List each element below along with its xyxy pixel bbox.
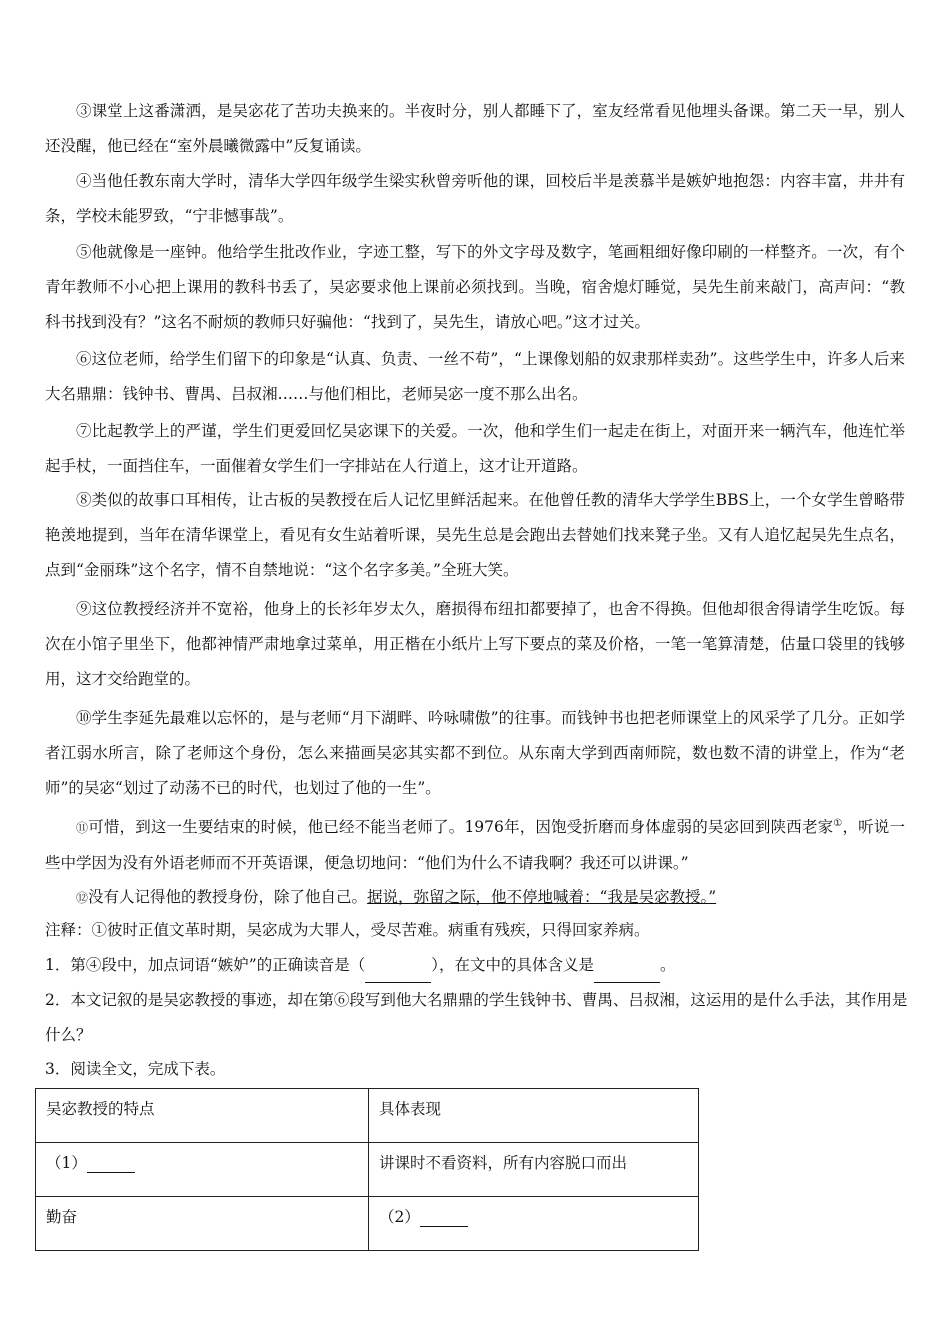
table-cell [369,1197,699,1251]
table-cell-label: （2） [379,1208,420,1226]
paragraph-11-text-a: 可惜，到这一生要结束的时候，他已经不能当老师了。1976年，因饱受折磨而身体虚弱的吴宓回到陕西老家 [88,818,834,836]
question-1-text-c: 。 [659,956,676,974]
question-2: 2．本文记叙的是吴宓教授的事迹，却在第⑥段写到他大名鼎鼎的学生钱钟书、曹禺、吕叔湘，这运用的是什么手法，其作用是什么？ [45,991,908,1044]
footnote-marker: ① [833,817,843,829]
answer-blank-trait[interactable] [87,1154,135,1173]
paragraph-10: ⑩学生李延先最难以忘怀的，是与老师“月下湖畔、吟咏啸傲”的往事。而钱钟书也把老师课堂上的风采学了几分。正如学者江弱水所言，除了老师这个身份，怎么来描画吴宓其实都不到位。从东南大学到西南师院，数也数不清的讲堂上，作为“老师”的吴宓“划过了动荡不已的时代，也划过了他的一生”。 [45,709,905,797]
table-header-cell: 具体表现 [369,1089,699,1143]
table-cell-label: （1） [46,1154,87,1172]
table-header-row [36,1089,699,1143]
answer-blank-meaning[interactable] [594,948,660,983]
question-1-text-b: ），在文中的具体含义是 [431,956,594,974]
question-1 [45,948,910,983]
paragraph-11 [45,810,905,881]
paragraph-5: ⑤他就像是一座钟。他给学生批改作业，字迹工整，写下的外文字母及数字，笔画粗细好像印刷的一样整齐。一次，有个青年教师不小心把上课用的教科书丢了，吴宓要求他上课前必须找到。当晚，宿舍熄灯睡觉，吴先生前来敲门，高声问：“教科书找到没有？”这名不耐烦的教师只好骗他：“找到了，吴先生，请放心吧。”这才过关。 [45,243,905,331]
table-cell: 勤奋 [36,1197,369,1251]
paragraph-12-underlined-text: 据说，弥留之际，他不停地喊着：“我是吴宓教授。” [367,888,717,906]
paragraph-11-text-b: ，听说一些中学因为没有外语老师而不开英语课，便急切地问：“他们为什么不请我啊？我还可以讲课。” [45,818,905,872]
paragraph-6: ⑥这位老师，给学生们留下的印象是“认真、负责、一丝不苟”，“上课像划船的奴隶那样卖劲”。这些学生中，许多人后来大名鼎鼎：钱钟书、曹禺、吕叔湘……与他们相比，老师吴宓一度不那么出名。 [45,350,905,403]
table-cell [36,1143,369,1197]
answer-blank-pronunciation[interactable] [365,948,431,983]
paragraph-3: ③课堂上这番潇洒，是吴宓花了苦功夫换来的。半夜时分，别人都睡下了，室友经常看见他埋头备课。第二天一早，别人还没醒，他已经在“室外晨曦微露中”反复诵读。 [45,102,905,155]
paragraph-8: ⑧类似的故事口耳相传，让古板的吴教授在后人记忆里鲜活起来。在他曾任教的清华大学学生BBS上，一个女学生曾略带艳羡地提到，当年在清华课堂上，看见有女生站着听课，吴先生总是会跑出去替她们找来凳子坐。又有人追忆起吴先生点名，点到“金丽珠”这个名字，情不自禁地说：“这个名字多美。”全班大笑。 [45,491,905,579]
table-row [36,1197,699,1251]
question-3: 3．阅读全文，完成下表。 [45,1060,226,1078]
paragraph-7: ⑦比起教学上的严谨，学生们更爱回忆吴宓课下的关爱。一次，他和学生们一起走在街上，对面开来一辆汽车，他连忙举起手杖，一面挡住车，一面催着女学生们一字排站在人行道上，这才让开道路。 [45,422,905,475]
answer-blank-evidence[interactable] [420,1208,468,1227]
table-header-cell: 吴宓教授的特点 [36,1089,369,1143]
paragraph-12 [45,880,905,916]
paragraph-12-number: ⑫ [76,891,89,905]
paragraph-4: ④当他任教东南大学时，清华大学四年级学生梁实秋曾旁听他的课，回校后半是羡慕半是嫉妒地抱怨：内容丰富，井井有条，学校未能罗致，“宁非憾事哉”。 [45,172,905,225]
footnote: 注释：①彼时正值文革时期，吴宓成为大罪人，受尽苦难。病重有残疾，只得回家养病。 [45,921,650,939]
table-row [36,1143,699,1197]
table-cell: 讲课时不看资料，所有内容脱口而出 [369,1143,699,1197]
paragraph-9: ⑨这位教授经济并不宽裕，他身上的长衫年岁太久，磨损得布纽扣都要掉了，也舍不得换。但他却很舍得请学生吃饭。每次在小馆子里坐下，他都神情严肃地拿过菜单，用正楷在小纸片上写下要点的菜及价格，一笔一笔算清楚，估量口袋里的钱够用，这才交给跑堂的。 [45,600,905,688]
answer-table [35,1088,699,1251]
question-1-text-a: 1．第④段中，加点词语“嫉妒”的正确读音是（ [45,956,366,974]
paragraph-11-number: ⑪ [76,821,89,835]
paragraph-12-text-a: 没有人记得他的教授身份，除了他自己。 [88,888,368,906]
